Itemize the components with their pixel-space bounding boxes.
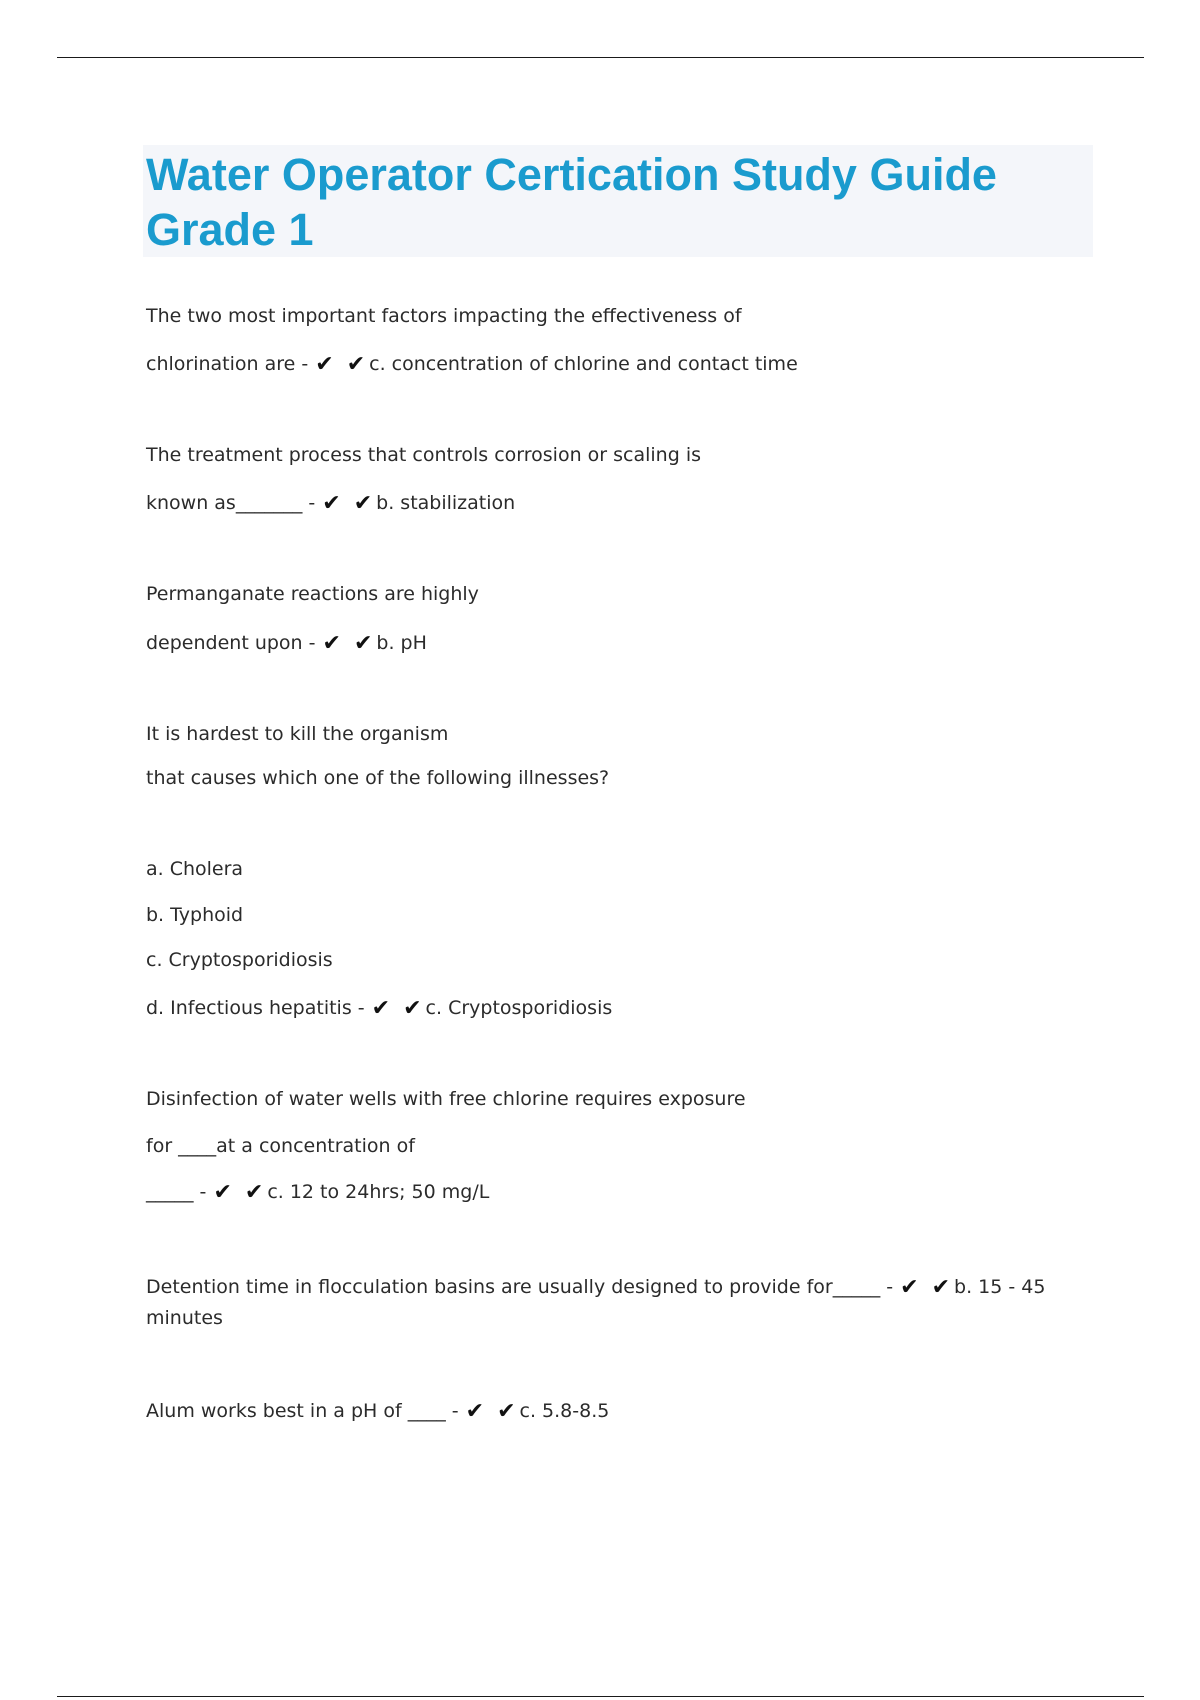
question-3-answer-line [146, 631, 427, 656]
double-check-icon: ✔ ✔ [213, 1180, 267, 1205]
question-4-option-d: d. Infectious hepatitis - [146, 997, 371, 1019]
question-2-text: The treatment process that controls corrosion or scaling is [146, 444, 701, 466]
double-check-icon: ✔ ✔ [465, 1399, 519, 1424]
question-3-stem-end: dependent upon - [146, 632, 322, 654]
question-6-answer: b. 15 - 45 minutes [146, 1276, 1046, 1329]
question-4-option-a: a. Cholera [146, 858, 244, 880]
question-2-stem-end: known as_______ - [146, 492, 322, 514]
double-check-icon: ✔ ✔ [900, 1275, 954, 1300]
question-1-answer-line [146, 352, 798, 377]
question-2-answer: b. stabilization [376, 492, 516, 514]
double-check-icon: ✔ ✔ [371, 996, 425, 1021]
question-2-answer-line [146, 491, 515, 516]
double-check-icon: ✔ ✔ [322, 631, 376, 656]
question-4-answer: c. Cryptosporidiosis [425, 997, 613, 1019]
question-5-text-2: for ____at a concentration of [146, 1135, 415, 1157]
page-title: Water Operator Certication Study Guide Grade 1 [146, 149, 997, 255]
question-7-answer: c. 5.8-8.5 [519, 1400, 610, 1422]
bottom-rule [57, 1696, 1144, 1697]
question-7-text [146, 1399, 609, 1424]
question-5-answer: c. 12 to 24hrs; 50 mg/L [267, 1181, 490, 1203]
question-3-text: Permanganate reactions are highly [146, 583, 479, 605]
question-1-answer: c. concentration of chlorine and contact time [369, 353, 798, 375]
question-7-stem: Alum works best in a pH of ____ - [146, 1400, 465, 1422]
top-rule [57, 57, 1144, 58]
question-5-answer-line [146, 1180, 489, 1205]
question-4-text-1: It is hardest to kill the organism [146, 723, 449, 745]
question-1-text: The two most important factors impacting the effectiveness of [146, 305, 742, 327]
question-5-stem-end: _____ - [146, 1181, 213, 1203]
question-4-answer-line [146, 996, 612, 1021]
question-1-stem-end: chlorination are - [146, 353, 315, 375]
question-6-text [146, 1272, 1046, 1333]
question-5-text-1: Disinfection of water wells with free chlorine requires exposure [146, 1088, 746, 1110]
double-check-icon: ✔ ✔ [322, 491, 376, 516]
question-6-stem: Detention time in flocculation basins are usually designed to provide for_____ - [146, 1276, 900, 1298]
double-check-icon: ✔ ✔ [315, 352, 369, 377]
question-4-option-c: c. Cryptosporidiosis [146, 949, 333, 971]
question-4-option-b: b. Typhoid [146, 904, 244, 926]
question-3-answer: b. pH [376, 632, 427, 654]
question-4-text-2: that causes which one of the following illnesses? [146, 767, 610, 789]
